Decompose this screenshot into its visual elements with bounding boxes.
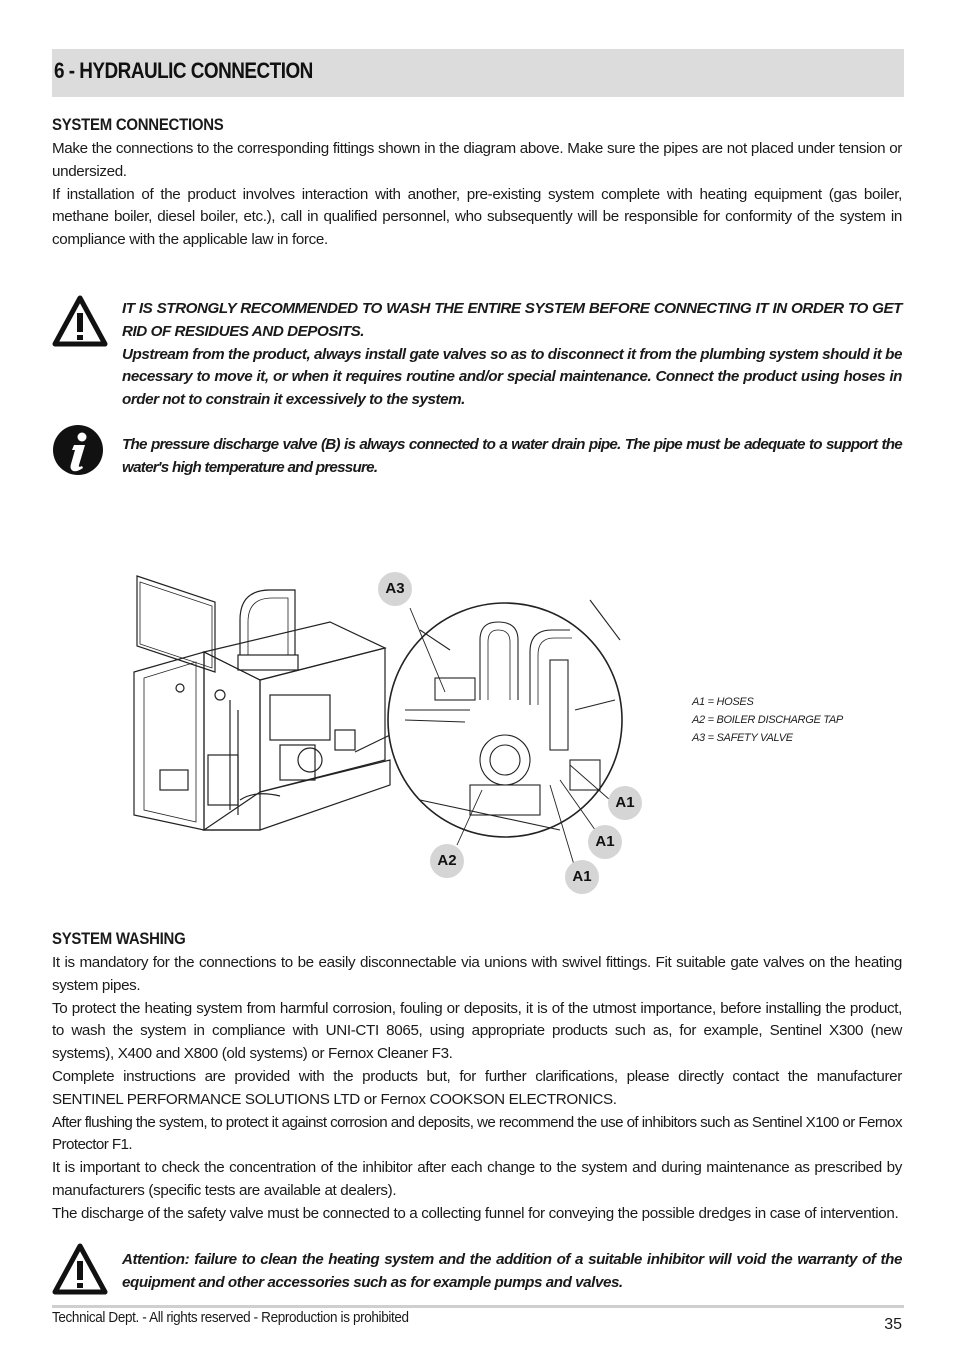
info-line: The pressure discharge valve (B) is always connected to a water drain pipe. The pipe must be adequate to support the water's high temperature and pressure. xyxy=(122,436,902,476)
paragraph: The discharge of the safety valve must be connected to a collecting funnel for conveying the possible dredges in case of intervention. xyxy=(52,1204,899,1222)
callout-a1-top: A1 xyxy=(608,786,642,820)
callout-a1-middle: A1 xyxy=(588,825,622,859)
warning-triangle-icon xyxy=(52,295,108,352)
system-connections-heading: SYSTEM CONNECTIONS xyxy=(52,115,224,134)
legend-item: A3 = SAFETY VALVE xyxy=(692,732,793,744)
warning-text-2 xyxy=(122,1249,902,1295)
info-text-1 xyxy=(122,434,902,480)
paragraph: After flushing the system, to protect it against corrosion and deposits, we recommend the use of inhibitors such as Sentinel X100 or Fernox Protector F1. xyxy=(52,1113,902,1154)
warning-line: Upstream from the product, always install gate valves so as to disconnect it from the plumbing system should it be necessary to move it, or when it requires routine and/or special maintenance. Connect the product using hoses in order not to constrain it excessively to the system. xyxy=(122,345,902,409)
footer-text: Technical Dept. - All rights reserved - Reproduction is prohibited xyxy=(52,1309,409,1326)
paragraph: To protect the heating system from harmful corrosion, fouling or deposits, it is of the utmost importance, before installing the product, to wash the system in compliance with UNI-CTI 8065, using appropriate products such as, for example, Sentinel X300 (new systems), X400 and X800 (old systems) or Fernox Cleaner F3. xyxy=(52,999,902,1063)
warning-line: Attention: failure to clean the heating system and the addition of a suitable inhibitor will void the warranty of the equipment and other accessories such as for example pumps and valves. xyxy=(122,1251,902,1291)
callout-a2: A2 xyxy=(430,844,464,878)
section-header xyxy=(52,49,904,97)
legend-item: A1 = HOSES xyxy=(692,696,754,708)
figure-legend xyxy=(692,693,843,747)
system-washing-body xyxy=(52,952,902,1226)
paragraph: Make the connections to the corresponding fittings shown in the diagram above. Make sure the pipes are not placed under tension or undersized. xyxy=(52,140,902,180)
system-connections-heading-wrap xyxy=(52,115,247,135)
paragraph: It is important to check the concentration of the inhibitor after each change to the system and during maintenance as prescribed by manufacturers (specific tests are available at dealers). xyxy=(52,1159,902,1199)
system-washing-heading: SYSTEM WASHING xyxy=(52,929,186,948)
paragraph: It is mandatory for the connections to be easily disconnectable via unions with swivel fittings. Fit suitable gate valves on the heating system pipes. xyxy=(52,954,902,994)
footer-divider xyxy=(52,1305,904,1308)
paragraph: If installation of the product involves interaction with another, pre-existing system complete with heating equipment (gas boiler, methane boiler, diesel boiler, etc.), call in qualified personnel, who subsequently will be responsible for conformity of the system in compliance with the applicable law in force. xyxy=(52,185,902,249)
warning-triangle-icon xyxy=(52,1243,108,1300)
warning-text-1 xyxy=(122,298,902,412)
warning-line: IT IS STRONGLY RECOMMENDED TO WASH THE ENTIRE SYSTEM BEFORE CONNECTING IT IN ORDER TO GET RID OF RESIDUES AND DEPOSITS. xyxy=(122,300,902,340)
info-icon xyxy=(52,424,104,481)
callout-a3: A3 xyxy=(378,572,412,606)
hydraulic-diagram xyxy=(120,560,660,905)
legend-item: A2 = BOILER DISCHARGE TAP xyxy=(692,714,843,726)
system-connections-body xyxy=(52,138,902,252)
page-number: 35 xyxy=(884,1316,902,1333)
callout-a1-bottom: A1 xyxy=(565,860,599,894)
page-title: 6 - HYDRAULIC CONNECTION xyxy=(54,58,313,83)
system-washing-heading-wrap xyxy=(52,929,204,949)
paragraph: Complete instructions are provided with the products but, for further clarifications, please directly contact the manufacturer SENTINEL PERFORMANCE SOLUTIONS LTD or Fernox COOKSON ELECTRONICS. xyxy=(52,1067,902,1108)
